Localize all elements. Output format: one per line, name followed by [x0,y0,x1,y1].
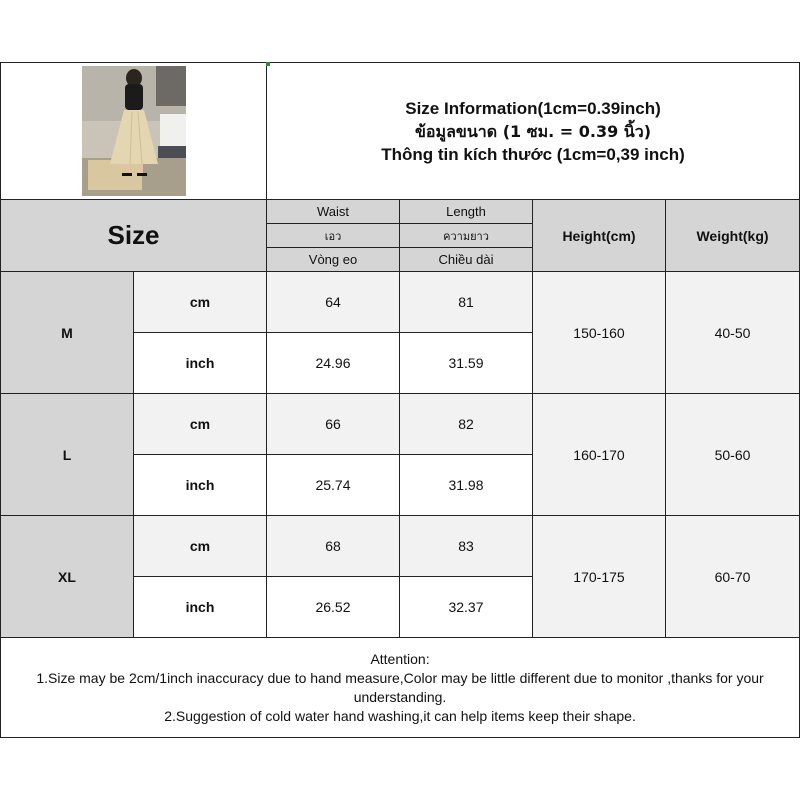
size-chart [0,62,799,738]
unit-label: inch [134,455,267,516]
waist-value: 26.52 [267,577,400,638]
height-header: Height(cm) [533,200,666,272]
waist-value: 68 [267,516,400,577]
unit-label: inch [134,577,267,638]
weight-header: Weight(kg) [666,200,800,272]
waist-value: 25.74 [267,455,400,516]
table-row [1,516,800,577]
length-value: 83 [400,516,533,577]
size-info-cell [267,63,800,200]
size-label: XL [1,516,134,638]
size-label: L [1,394,134,516]
size-info-vietnamese: Thông tin kích thước (1cm=0,39 inch) [381,144,685,164]
attention-title: Attention: [370,650,430,667]
unit-label: cm [134,394,267,455]
waist-value: 66 [267,394,400,455]
length-value: 31.98 [400,455,533,516]
size-table [0,62,800,738]
product-photo [82,66,186,196]
length-value: 82 [400,394,533,455]
length-header-th: ความยาว [400,224,533,248]
waist-header-th: เอว [267,224,400,248]
length-header-vi: Chiều dài [400,248,533,272]
attention-note-1: 1.Size may be 2cm/1inch inaccuracy due to hand measure,Color may be little different due to monitor ,thanks for your understanding. [36,669,764,705]
length-header-en: Length [400,200,533,224]
attention-note-2: 2.Suggestion of cold water hand washing,it can help items keep their shape. [164,707,636,724]
length-value: 81 [400,272,533,333]
unit-label: cm [134,272,267,333]
length-value: 32.37 [400,577,533,638]
size-header: Size [1,200,267,272]
weight-range: 50-60 [666,394,800,516]
waist-value: 64 [267,272,400,333]
length-value: 31.59 [400,333,533,394]
corner-marker [266,62,270,66]
table-row [1,272,800,333]
height-range: 150-160 [533,272,666,394]
table-row [1,394,800,455]
height-range: 160-170 [533,394,666,516]
waist-value: 24.96 [267,333,400,394]
size-label: M [1,272,134,394]
product-photo-cell [1,63,267,200]
size-info-thai: ข้อมูลขนาด (1 ซม. = 0.39 นิ้ว) [414,121,652,141]
weight-range: 60-70 [666,516,800,638]
unit-label: cm [134,516,267,577]
waist-header-vi: Vòng eo [267,248,400,272]
height-range: 170-175 [533,516,666,638]
waist-header-en: Waist [267,200,400,224]
unit-label: inch [134,333,267,394]
weight-range: 40-50 [666,272,800,394]
size-info-english: Size Information(1cm=0.39inch) [405,98,661,118]
attention-notes [1,638,800,738]
